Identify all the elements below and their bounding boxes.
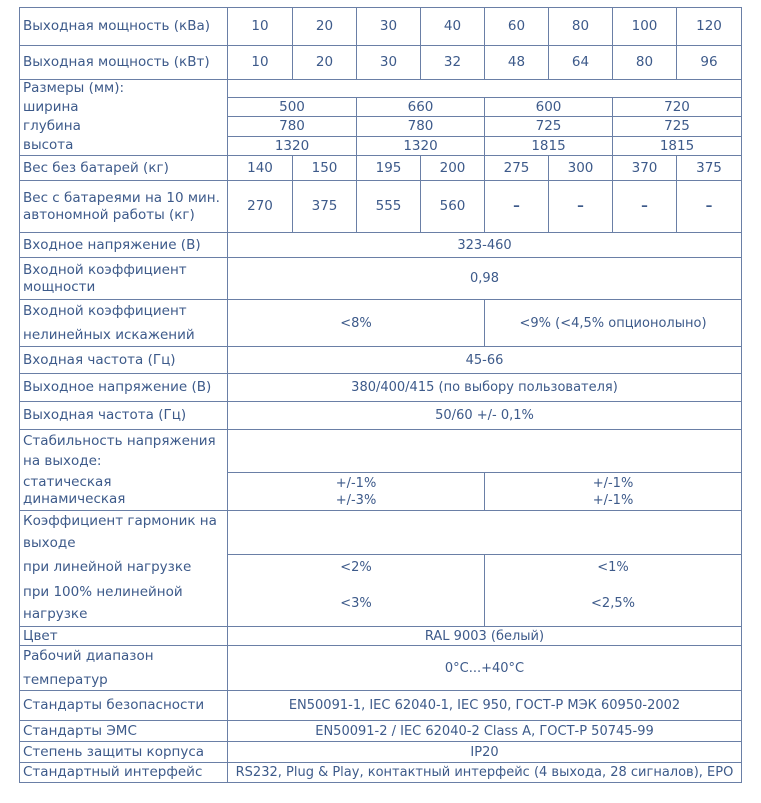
cell-power-kw: 20	[293, 46, 357, 80]
cell-stability-dynamic-a: +/-3%	[335, 492, 377, 508]
ups-spec-table	[19, 7, 742, 783]
cell-power-kva: 10	[228, 8, 293, 46]
cell-harmonics-nonlinear-a: <3%	[228, 581, 485, 627]
cell-weight-batt: –	[549, 181, 613, 233]
cell-dims-width: 500	[228, 98, 357, 117]
label-input-thd	[20, 300, 228, 347]
cell-harmonics-nonlinear-b: <2,5%	[485, 581, 742, 627]
row-output-freq	[20, 402, 742, 430]
cell-weight-batt: –	[485, 181, 549, 233]
cell-dims-depth: 725	[485, 117, 613, 137]
cell-weight-no-batt: 140	[228, 156, 293, 181]
cell-power-kw: 30	[357, 46, 421, 80]
label-dims-width: ширина	[20, 98, 228, 117]
cell-power-kva: 40	[421, 8, 485, 46]
row-stability-title	[20, 430, 742, 473]
label-harmonics-line2: выходе	[23, 535, 76, 552]
cell-stability-static-b: +/-1%	[592, 475, 634, 491]
cell-weight-no-batt: 370	[613, 156, 677, 181]
row-weight-no-batt	[20, 156, 742, 181]
cell-power-kw: 10	[228, 46, 293, 80]
cell-weight-batt: 555	[357, 181, 421, 233]
label-output-freq: Выходная частота (Гц)	[20, 402, 228, 430]
label-input-pf-line2: мощности	[23, 278, 96, 295]
cell-input-thd-a: <8%	[228, 300, 485, 347]
label-temp-range	[20, 646, 228, 691]
label-emc: Стандарты ЭМС	[20, 721, 228, 742]
cell-dims-height: 1320	[357, 137, 485, 156]
cell-power-kva: 100	[613, 8, 677, 46]
cell-dims-height: 1320	[228, 137, 357, 156]
label-stability-static: статическая	[23, 474, 112, 491]
cell-power-kw: 32	[421, 46, 485, 80]
cell-weight-no-batt: 375	[677, 156, 742, 181]
cell-power-kw: 80	[613, 46, 677, 80]
cell-power-kw: 96	[677, 46, 742, 80]
cell-interface: RS232, Plug & Play, контактный интерфейс (4 выхода, 28 сигналов), EPO	[228, 763, 742, 783]
row-weight-batt	[20, 181, 742, 233]
cell-safety: EN50091-1, IEC 62040-1, IEC 950, ГОСТ-Р МЭК 60950-2002	[228, 691, 742, 721]
label-weight-no-batt: Вес без батарей (кг)	[20, 156, 228, 181]
cell-output-freq: 50/60 +/- 0,1%	[228, 402, 742, 430]
cell-power-kw: 64	[549, 46, 613, 80]
cell-power-kva: 20	[293, 8, 357, 46]
label-stability-dynamic: динамическая	[23, 491, 126, 508]
row-color	[20, 627, 742, 646]
row-harmonics-linear	[20, 555, 742, 581]
label-dims-title: Размеры (мм):	[20, 80, 228, 98]
label-weight-batt-line2: автономной работы (кг)	[23, 206, 195, 223]
label-temp-range-line1: Рабочий диапазон	[23, 647, 154, 664]
cell-power-kva: 60	[485, 8, 549, 46]
cell-harmonics-blank	[228, 511, 742, 555]
row-emc	[20, 721, 742, 742]
cell-dims-width: 660	[357, 98, 485, 117]
row-dims-width	[20, 98, 742, 117]
row-input-thd	[20, 300, 742, 347]
row-power-kva	[20, 8, 742, 46]
label-harmonics-nonlinear-line1: при 100% нелинейной	[23, 583, 183, 600]
row-dims-title	[20, 80, 742, 98]
cell-weight-no-batt: 195	[357, 156, 421, 181]
cell-harmonics-linear-b: <1%	[485, 555, 742, 581]
label-input-voltage: Входное напряжение (В)	[20, 233, 228, 258]
cell-power-kva: 80	[549, 8, 613, 46]
cell-power-kva: 120	[677, 8, 742, 46]
row-harmonics-title	[20, 511, 742, 555]
label-input-thd-line1: Входной коэффициент	[23, 302, 187, 319]
row-stability-values	[20, 473, 742, 511]
row-interface	[20, 763, 742, 783]
cell-weight-batt: –	[677, 181, 742, 233]
cell-input-voltage: 323-460	[228, 233, 742, 258]
cell-stability-a	[228, 473, 485, 511]
label-input-pf-line1: Входной коэффициент	[23, 261, 187, 278]
cell-weight-batt: 560	[421, 181, 485, 233]
label-weight-batt	[20, 181, 228, 233]
cell-dims-blank	[228, 80, 742, 98]
label-color: Цвет	[20, 627, 228, 646]
label-safety: Стандарты безопасности	[20, 691, 228, 721]
row-input-freq	[20, 347, 742, 374]
label-input-thd-line2: нелинейных искажений	[23, 326, 195, 343]
row-temp-range	[20, 646, 742, 691]
row-protection	[20, 742, 742, 763]
cell-stability-static-a: +/-1%	[335, 475, 377, 491]
label-harmonics-linear: при линейной нагрузке	[20, 555, 228, 581]
cell-dims-height: 1815	[485, 137, 613, 156]
cell-dims-depth: 780	[228, 117, 357, 137]
label-stability-modes	[20, 473, 228, 511]
row-safety	[20, 691, 742, 721]
label-power-kw: Выходная мощность (кВт)	[20, 46, 228, 80]
cell-output-voltage: 380/400/415 (по выбору пользователя)	[228, 374, 742, 402]
cell-dims-height: 1815	[613, 137, 742, 156]
label-harmonics	[20, 511, 228, 555]
cell-weight-batt: 270	[228, 181, 293, 233]
label-power-kva: Выходная мощность (кВа)	[20, 8, 228, 46]
row-input-pf	[20, 258, 742, 300]
cell-power-kva: 30	[357, 8, 421, 46]
label-stability-line1: Стабильность напряжения	[23, 432, 216, 449]
row-harmonics-nonlinear	[20, 581, 742, 627]
label-output-voltage: Выходное напряжение (В)	[20, 374, 228, 402]
row-dims-height	[20, 137, 742, 156]
cell-stability-blank	[228, 430, 742, 473]
cell-temp-range: 0°C...+40°C	[228, 646, 742, 691]
cell-harmonics-linear-a: <2%	[228, 555, 485, 581]
label-weight-batt-line1: Вес с батареями на 10 мин.	[23, 189, 220, 206]
label-stability-line2: на выходе:	[23, 452, 102, 469]
cell-stability-dynamic-b: +/-1%	[592, 492, 634, 508]
label-input-pf	[20, 258, 228, 300]
label-protection: Степень защиты корпуса	[20, 742, 228, 763]
label-harmonics-nonlinear	[20, 581, 228, 627]
label-interface: Стандартный интерфейс	[20, 763, 228, 783]
label-input-freq: Входная частота (Гц)	[20, 347, 228, 374]
row-power-kw	[20, 46, 742, 80]
cell-weight-batt: –	[613, 181, 677, 233]
cell-protection: IP20	[228, 742, 742, 763]
cell-weight-no-batt: 300	[549, 156, 613, 181]
cell-weight-no-batt: 150	[293, 156, 357, 181]
label-dims-height: высота	[20, 137, 228, 156]
cell-dims-width: 720	[613, 98, 742, 117]
cell-input-freq: 45-66	[228, 347, 742, 374]
row-dims-depth	[20, 117, 742, 137]
cell-dims-depth: 725	[613, 117, 742, 137]
row-input-voltage	[20, 233, 742, 258]
label-harmonics-nonlinear-line2: нагрузке	[23, 605, 88, 622]
label-harmonics-line1: Коэффициент гармоник на	[23, 513, 217, 530]
row-output-voltage	[20, 374, 742, 402]
cell-weight-no-batt: 200	[421, 156, 485, 181]
cell-stability-b	[485, 473, 742, 511]
cell-input-thd-b: <9% (<4,5% опционолыно)	[485, 300, 742, 347]
label-dims-depth: глубина	[20, 117, 228, 137]
cell-power-kw: 48	[485, 46, 549, 80]
label-stability	[20, 430, 228, 473]
cell-weight-batt: 375	[293, 181, 357, 233]
cell-input-pf: 0,98	[228, 258, 742, 300]
label-temp-range-line2: температур	[23, 671, 108, 688]
cell-color: RAL 9003 (белый)	[228, 627, 742, 646]
cell-weight-no-batt: 275	[485, 156, 549, 181]
cell-dims-width: 600	[485, 98, 613, 117]
cell-emc: EN50091-2 / IEC 62040-2 Class A, ГОСТ-Р 50745-99	[228, 721, 742, 742]
cell-dims-depth: 780	[357, 117, 485, 137]
